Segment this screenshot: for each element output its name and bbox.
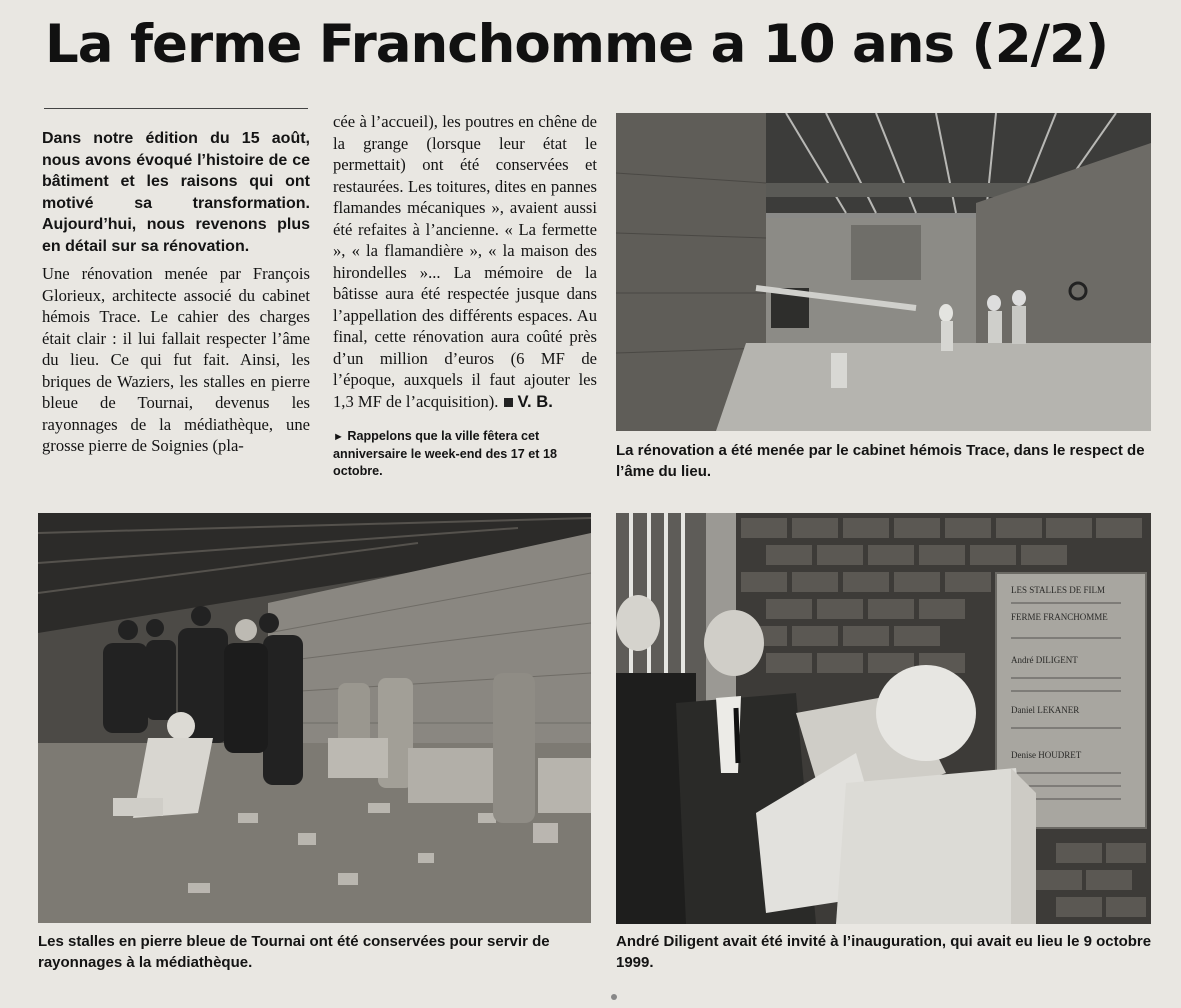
plaque-line-5: Denise HOUDRET — [1011, 750, 1082, 760]
plaque-line-2: FERME FRANCHOMME — [1011, 612, 1108, 622]
event-note — [333, 428, 597, 480]
photo-barn-renovation — [616, 113, 1151, 431]
author-signature: V. B. — [517, 391, 553, 411]
photo-inauguration — [616, 513, 1151, 924]
column-2 — [333, 111, 597, 412]
photo-stone-stalls — [38, 513, 591, 923]
body-text-col2: cée à l’accueil), les poutres en chêne de la grange (lorsque leur état le permettait) ont été conservées et restaurées. Les toitures, dites en pannes flamandes mécaniques », avaient aussi été refaites à l’ancienne. « La fermette », « la flamandière », « la maison des hirondelles »... La mémoire de la bâtisse aura été respectée jusque dans l’appellation des différents espaces. Au final, cette rénovation aura coûté près d’un million d’euros (6 MF de l’époque, auxquels il faut ajouter les 1,3 MF de l’acquisition). — [333, 112, 597, 411]
arrow-marker-icon: ► — [333, 431, 344, 443]
plaque-line-1: LES STALLES DE FILM — [1011, 585, 1106, 595]
end-square-icon — [504, 398, 513, 407]
plaque-line-4: Daniel LEKANER — [1011, 705, 1080, 715]
column-1 — [42, 128, 310, 457]
page-dot-icon — [611, 994, 617, 1000]
intro-rule — [44, 108, 308, 109]
caption-inauguration: André Diligent avait été invité à l’inauguration, qui avait eu lieu le 9 octobre 1999. — [616, 933, 1152, 971]
article-headline: La ferme Franchomme a 10 ans (2/2) — [45, 14, 1109, 75]
body-text-col1: Une rénovation menée par François Glorieux, architecte associé du cabinet hémois Trace. Le cahier des charges était clair : il lui fallait respecter l’âme du lieu. Ce qui fut fait. Ainsi, les briques de Waziers, les stalles en pierre bleue de Tournai, devenus les rayonnages de la médiathèque, une grosse pierre de Soignies (pla- — [42, 264, 310, 455]
article-intro: Dans notre édition du 15 août, nous avons évoqué l’histoire de ce bâtiment et les raisons qui ont motivé sa transformation. Aujourd’hui, nous revenons plus en détail sur sa rénovation. — [42, 130, 310, 255]
event-note-text: Rappelons que la ville fêtera cet anniversaire le week-end des 17 et 18 octobre. — [333, 429, 558, 478]
caption-barn: La rénovation a été menée par le cabinet hémois Trace, dans le respect de l’âme du lieu. — [616, 442, 1145, 480]
caption-stalls: Les stalles en pierre bleue de Tournai ont été conservées pour servir de rayonnages à la médiathèque. — [38, 933, 550, 971]
plaque-line-3: André DILIGENT — [1011, 655, 1078, 665]
